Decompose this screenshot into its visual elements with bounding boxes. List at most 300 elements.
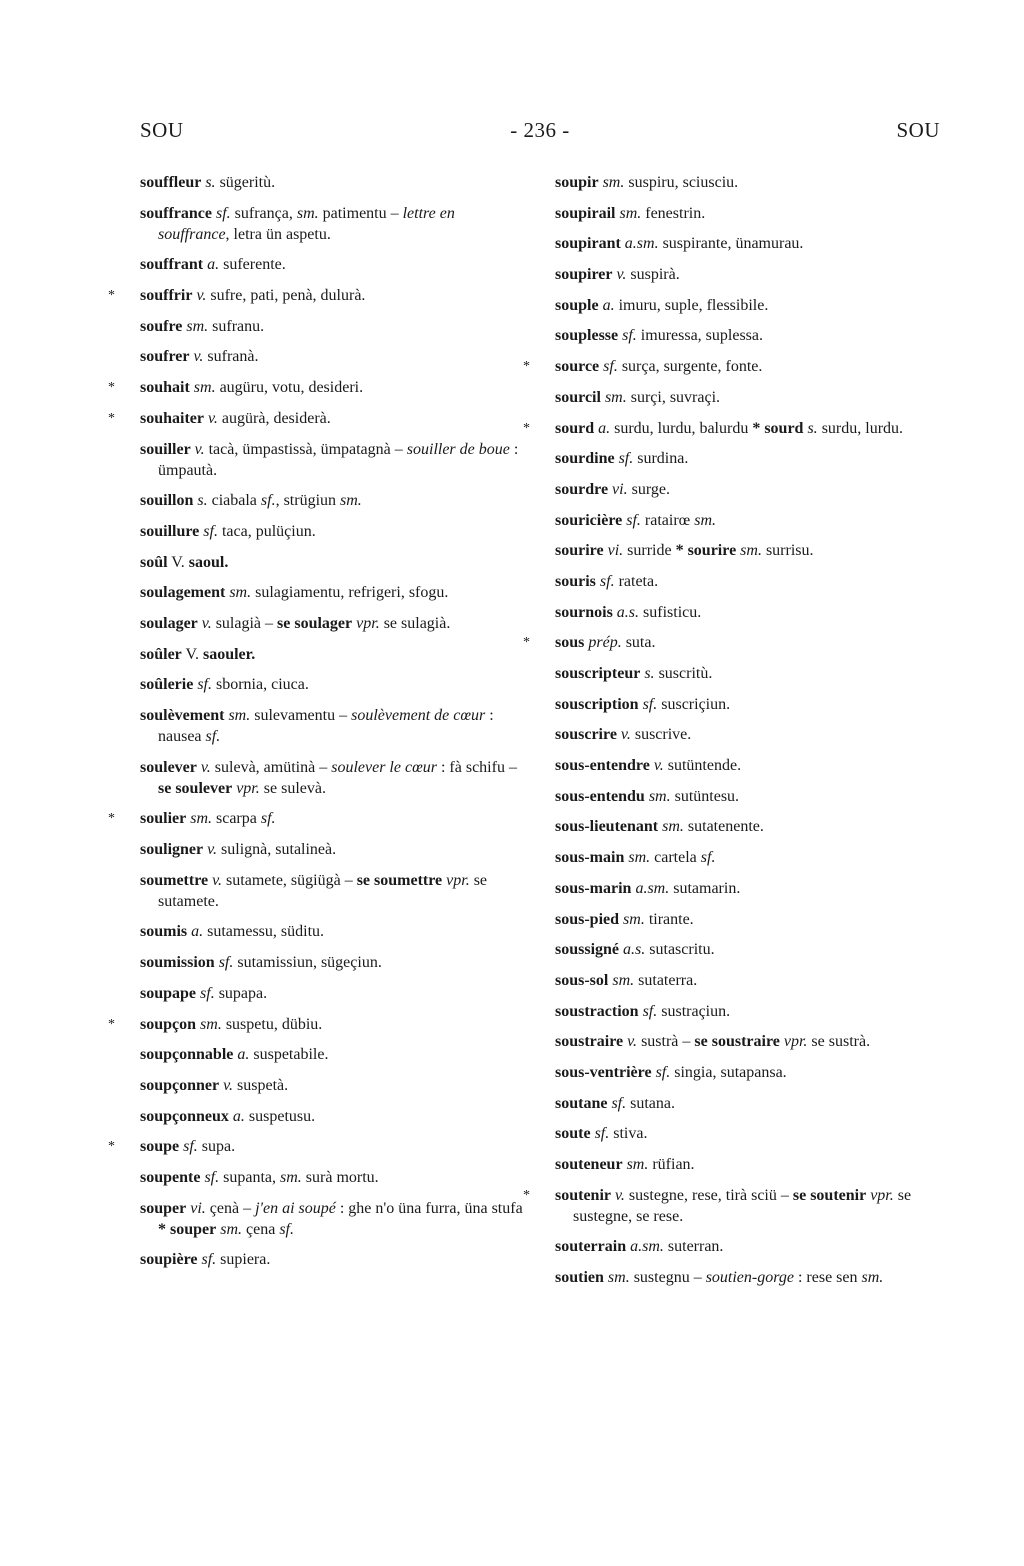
grammar-label: v. (197, 614, 216, 632)
translation: çenà – (209, 1199, 256, 1217)
translation: , letra ün aspetu. (225, 225, 331, 243)
translation: surça, surgente, fonte. (621, 358, 763, 376)
headword: sous-lieutenant (555, 818, 659, 836)
headword: soufrer (140, 348, 190, 366)
grammar-label: sf. (179, 1138, 202, 1156)
headword: soupçonnable (140, 1046, 234, 1064)
dictionary-entry (108, 408, 530, 429)
grammar-label: v. (192, 287, 211, 305)
headword: soulier (140, 810, 187, 828)
grammar-label: soulèvement de cœur (351, 707, 486, 724)
translation: rüfian. (652, 1156, 695, 1173)
translation: supa. (201, 1138, 236, 1156)
dictionary-entry (555, 387, 945, 408)
headword: souligner (140, 841, 204, 859)
headword: souplesse (555, 327, 619, 345)
translation: suscriçiun. (661, 695, 731, 713)
grammar-label: sf. (614, 450, 638, 468)
translation: suterran. (667, 1238, 724, 1256)
dictionary-entry (523, 632, 945, 653)
translation: surçi, suvraçi. (630, 388, 721, 406)
grammar-label: lettre en souffrance (158, 204, 455, 243)
translation: surrisu. (765, 542, 814, 560)
dictionary-entry (555, 479, 945, 500)
grammar-label: vpr. (232, 779, 264, 797)
headword: soumettre (140, 871, 209, 889)
headword: souillon (140, 492, 194, 510)
grammar-label: s. (803, 419, 822, 437)
grammar-label: sf. (196, 984, 219, 1002)
grammar-label: v. (189, 348, 208, 366)
translation: sutüntende. (667, 757, 742, 775)
asterisk-marker-icon: * (108, 1016, 115, 1032)
grammar-label: a. (598, 296, 619, 314)
headword: se soutenir (792, 1186, 867, 1204)
dictionary-entry (140, 1198, 530, 1240)
translation: cartela (654, 849, 701, 867)
grammar-label: sm. (280, 1168, 306, 1186)
translation: taca, pulüçiun. (221, 522, 316, 540)
grammar-label: sm. (608, 971, 639, 989)
grammar-label: sm. (216, 1220, 247, 1238)
translation: sutüntesu. (674, 787, 740, 805)
translation: sufrança, (234, 204, 297, 222)
translation: singia, sutapansa. (674, 1063, 787, 1081)
headword: sous-entendre (555, 757, 650, 775)
grammar-label: j'en ai soupé (255, 1199, 336, 1217)
grammar-label: sf. (199, 522, 222, 540)
dictionary-entry (140, 1106, 530, 1127)
translation: sutamissiun, sügeçiun. (237, 954, 382, 972)
translation: se sustegne, se rese. (573, 1186, 912, 1225)
grammar-label: sm. (182, 317, 213, 335)
translation: sutamarin. (673, 879, 741, 897)
translation: suta. (625, 634, 656, 652)
grammar-label: a. (187, 923, 208, 941)
headword: sous (555, 634, 585, 652)
translation: se sulevà. (263, 779, 326, 797)
translation: : rese sen (793, 1269, 862, 1287)
dictionary-entry (555, 1267, 945, 1288)
headword: souillure (140, 522, 200, 540)
translation: se sustrà. (811, 1033, 871, 1051)
headword: soumission (140, 954, 215, 972)
grammar-label: sm. (196, 1015, 226, 1033)
headword: soutane (555, 1094, 608, 1112)
headword: soulèvement (140, 707, 225, 724)
dictionary-entry (555, 264, 945, 285)
grammar-label: sf. (700, 849, 716, 867)
dictionary-entry (555, 325, 945, 346)
translation: sutaterra. (638, 971, 698, 989)
headword: soute (555, 1125, 591, 1143)
dictionary-entry (555, 970, 945, 991)
grammar-label: souiller de boue (406, 440, 510, 458)
headword: * souper (158, 1220, 217, 1238)
translation: sustegnu – (633, 1269, 706, 1287)
grammar-label: sf. (622, 511, 645, 529)
translation: rateta. (618, 572, 659, 590)
headword: sous-main (555, 849, 625, 867)
headword: saouler. (202, 645, 256, 663)
grammar-label: a.s. (619, 941, 650, 959)
grammar-label: soutien-gorge (705, 1269, 794, 1287)
grammar-label: v. (612, 266, 631, 284)
headword: sous-ventrière (555, 1063, 652, 1081)
dictionary-entry (555, 1236, 945, 1257)
grammar-label: sf. (638, 695, 662, 713)
grammar-label: sm. (189, 379, 220, 397)
headword: source (555, 358, 600, 376)
dictionary-entry (555, 448, 945, 469)
dictionary-entry (555, 540, 945, 561)
dictionary-entry (108, 377, 530, 398)
headword: sous-marin (555, 879, 632, 897)
headword: soûler (140, 645, 182, 663)
grammar-label: sm. (598, 174, 629, 191)
dictionary-entry (140, 839, 530, 860)
grammar-label: s. (640, 665, 659, 682)
asterisk-marker-icon: * (108, 380, 115, 396)
dictionary-entry (555, 1093, 945, 1114)
grammar-label: vpr. (442, 871, 474, 889)
headword: sourdine (555, 450, 615, 468)
grammar-label: sf. (599, 358, 622, 376)
dictionary-entry (140, 521, 530, 542)
translation: sutana. (630, 1094, 675, 1112)
headword: souscripteur (555, 665, 641, 682)
translation: suspetabile. (253, 1046, 329, 1064)
dictionary-entry (140, 552, 530, 573)
headword: soupçonneux (140, 1107, 229, 1125)
asterisk-marker-icon: * (523, 635, 530, 651)
translation: sufisticu. (643, 603, 702, 621)
grammar-label: vpr. (866, 1186, 898, 1204)
headword: soustraire (555, 1033, 624, 1051)
headword: soufre (140, 317, 183, 335)
headword: sous-entendu (555, 787, 645, 805)
headword: soupçonner (140, 1076, 220, 1094)
dictionary-entry (140, 172, 530, 193)
grammar-label: sm. (624, 849, 655, 867)
grammar-label: v. (649, 757, 668, 775)
dictionary-entry (140, 757, 530, 799)
translation: , strügiun (275, 492, 341, 510)
dictionary-entry (555, 1123, 945, 1144)
grammar-label: s. (193, 492, 212, 510)
dictionary-entry (555, 233, 945, 254)
asterisk-marker-icon: * (108, 1139, 115, 1155)
translation: : ümpautà. (158, 440, 519, 479)
headword: sous-pied (555, 910, 620, 928)
translation: V. (181, 645, 203, 663)
headword: sourdre (555, 480, 609, 498)
headword: souhaiter (140, 409, 204, 427)
header-right-guide-word: SOU (896, 118, 940, 142)
grammar-label: sm. (224, 707, 255, 724)
page-number: - 236 - (510, 118, 570, 142)
grammar-label: s. (201, 174, 220, 191)
translation: suspetusu. (248, 1107, 316, 1125)
dictionary-entry (555, 663, 945, 684)
grammar-label: sm. (736, 542, 766, 560)
grammar-label: a. (228, 1107, 249, 1125)
dictionary-entry (108, 285, 530, 306)
headword: souscrire (555, 726, 617, 744)
grammar-label: sm. (615, 204, 646, 222)
translation: : fà schifu – (436, 758, 517, 776)
headword: souffrir (140, 287, 193, 305)
translation: çena (246, 1220, 280, 1238)
headword: souper (140, 1199, 187, 1217)
grammar-label: v. (196, 758, 215, 776)
headword: soûl (140, 553, 168, 571)
translation: suspetu, dübiu. (225, 1015, 323, 1033)
headword: souteneur (555, 1156, 623, 1173)
grammar-label: a.sm. (626, 1238, 668, 1256)
dictionary-entry (555, 1031, 945, 1052)
dictionary-entry (555, 1154, 945, 1175)
asterisk-marker-icon: * (523, 420, 530, 436)
translation: sutamessu, süditu. (207, 923, 325, 941)
translation: ciabala (211, 492, 261, 510)
translation: surà mortu. (305, 1168, 379, 1186)
dictionary-entry (555, 602, 945, 623)
headword: soupirail (555, 204, 616, 222)
dictionary-entry (108, 1014, 530, 1035)
translation: augüru, votu, desideri. (219, 379, 364, 397)
dictionary-entry (555, 1062, 945, 1083)
grammar-label: a.sm. (631, 879, 674, 897)
grammar-label: sm. (658, 818, 688, 836)
grammar-label: sf. (211, 204, 235, 222)
translation: surge. (631, 480, 670, 498)
headword: souris (555, 572, 596, 590)
translation: scarpa (216, 810, 261, 828)
translation: suscrive. (634, 726, 692, 744)
translation: patimentu – (322, 204, 403, 222)
dictionary-entry (555, 939, 945, 960)
asterisk-marker-icon: * (108, 811, 115, 827)
dictionary-entry (555, 203, 945, 224)
grammar-label: sf. (638, 1002, 662, 1020)
translation: augürà, desiderà. (221, 409, 331, 427)
grammar-label: vi. (186, 1199, 210, 1217)
grammar-label: v. (203, 841, 222, 859)
grammar-label: sf. (260, 492, 276, 510)
translation: tirante. (648, 910, 694, 928)
headword: souffrance (140, 204, 212, 222)
translation: sustrà – (641, 1033, 695, 1051)
headword: * sourire (675, 542, 737, 560)
grammar-label: sf. (197, 1251, 221, 1269)
grammar-label: soulever le cœur (331, 758, 437, 776)
asterisk-marker-icon: * (108, 410, 115, 426)
translation: surdu, lurdu, balurdu (614, 419, 753, 437)
dictionary-entry (140, 1249, 530, 1270)
translation: suspirà. (630, 266, 680, 284)
headword: * sourd (752, 419, 804, 437)
grammar-label: v. (208, 871, 227, 889)
headword: souffrant (140, 256, 204, 274)
dictionary-entry (140, 1167, 530, 1188)
header-left-guide-word: SOU (140, 118, 184, 142)
dictionary-entry (108, 1136, 530, 1157)
dictionary-entry (555, 571, 945, 592)
dictionary-entry (555, 816, 945, 837)
headword: soustraction (555, 1002, 639, 1020)
dictionary-entry (140, 983, 530, 1004)
translation: supanta, (223, 1168, 280, 1186)
grammar-label: a. (203, 256, 224, 274)
grammar-label: sm. (619, 910, 649, 928)
dictionary-entry (140, 490, 530, 511)
headword: souricière (555, 511, 623, 529)
translation: imuressa, suplessa. (640, 327, 763, 345)
dictionary-entry (140, 674, 530, 695)
headword: soulager (140, 614, 198, 632)
dictionary-entry (555, 172, 945, 193)
dictionary-entry (140, 705, 530, 747)
dictionary-entry (140, 921, 530, 942)
headword: soupirant (555, 235, 621, 253)
grammar-label: sm. (861, 1269, 884, 1287)
headword: souffleur (140, 174, 202, 191)
grammar-label: sm. (644, 787, 675, 805)
headword: soutenir (555, 1186, 611, 1204)
translation: surride (627, 542, 676, 560)
right-column (523, 172, 945, 1298)
grammar-label: a. (233, 1046, 254, 1064)
dictionary-entry (555, 694, 945, 715)
headword: soupape (140, 984, 197, 1002)
grammar-label: a. (594, 419, 615, 437)
headword: sourire (555, 542, 604, 560)
headword: soulagement (140, 584, 226, 602)
translation: sügeritù. (219, 174, 276, 191)
grammar-label: sf. (590, 1125, 614, 1143)
grammar-label: sm. (186, 810, 216, 828)
translation: suspiru, sciusciu. (628, 174, 739, 191)
grammar-label: sm. (603, 1269, 634, 1287)
translation: sufre, pati, penà, dulurà. (210, 287, 366, 305)
dictionary-entry (140, 203, 530, 245)
dictionary-entry (523, 1185, 945, 1227)
translation: supapa. (218, 984, 268, 1002)
translation: sulevamentu – (254, 707, 352, 724)
dictionary-entry (140, 254, 530, 275)
grammar-label: sf. (205, 728, 221, 745)
translation: surdina. (637, 450, 689, 468)
headword: souhait (140, 379, 190, 397)
grammar-label: sf. (618, 327, 641, 345)
translation: imuru, suple, flessibile. (618, 296, 769, 314)
headword: soussigné (555, 941, 620, 959)
translation: suscritù. (658, 665, 713, 682)
translation: se sutamete. (158, 871, 488, 910)
translation: fenestrin. (645, 204, 706, 222)
asterisk-marker-icon: * (108, 288, 115, 304)
grammar-label: a.sm. (620, 235, 663, 253)
dictionary-entry (555, 1001, 945, 1022)
grammar-label: sf. (260, 810, 276, 828)
translation: tacà, ümpastissà, ümpatagnà – (208, 440, 407, 458)
headword: soupe (140, 1138, 180, 1156)
asterisk-marker-icon: * (523, 359, 530, 375)
translation: sbornia, ciuca. (216, 676, 309, 694)
headword: soupirer (555, 266, 613, 284)
translation: sulignà, sutalineà. (221, 841, 337, 859)
headword: soupçon (140, 1015, 197, 1033)
headword: soupente (140, 1168, 201, 1186)
grammar-label: sf. (214, 954, 238, 972)
grammar-label: vpr. (352, 614, 384, 632)
dictionary-entry (108, 808, 530, 829)
grammar-label: v. (623, 1033, 642, 1051)
dictionary-entry (555, 878, 945, 899)
grammar-label: sf. (279, 1220, 294, 1238)
grammar-label: sm. (694, 511, 716, 529)
dictionary-entry (555, 510, 945, 531)
dictionary-entry (555, 755, 945, 776)
dictionary-entry (555, 847, 945, 868)
grammar-label: sf. (651, 1063, 675, 1081)
grammar-label: sf. (607, 1094, 631, 1112)
grammar-label: prép. (584, 634, 626, 652)
translation: sutascritu. (649, 941, 715, 959)
headword: soumis (140, 923, 188, 941)
dictionary-entry (140, 870, 530, 912)
grammar-label: a.s. (612, 603, 644, 621)
grammar-label: sf. (193, 676, 216, 694)
headword: soulever (140, 758, 197, 776)
dictionary-entry (555, 786, 945, 807)
dictionary-entry (140, 644, 530, 665)
headword: se soulever (158, 779, 233, 797)
dictionary-entry (523, 356, 945, 377)
headword: souscription (555, 695, 639, 713)
grammar-label: sm. (622, 1156, 653, 1173)
translation: sulevà, amütinà – (214, 758, 332, 776)
dictionary-entry (523, 418, 945, 439)
translation: sustraçiun. (661, 1002, 731, 1020)
dictionary-entry (140, 952, 530, 973)
grammar-label: sm. (600, 388, 631, 406)
grammar-label: sm. (225, 584, 256, 602)
dictionary-entry (140, 439, 530, 481)
grammar-label: vi. (608, 480, 632, 498)
grammar-label: sm. (296, 204, 323, 222)
headword: se soustraire (694, 1033, 780, 1051)
headword: sourcil (555, 388, 601, 406)
translation: suspirante, ünamurau. (662, 235, 804, 253)
headword: saoul. (188, 553, 229, 571)
headword: souiller (140, 440, 191, 458)
grammar-label: v. (616, 726, 635, 744)
translation: stiva. (613, 1125, 648, 1143)
grammar-label: v. (204, 409, 222, 427)
translation: : nausea (158, 707, 494, 745)
translation: surdu, lurdu. (821, 419, 904, 437)
translation: suferente. (223, 256, 286, 274)
translation: V. (167, 553, 189, 571)
dictionary-entry (140, 346, 530, 367)
dictionary-entry (140, 316, 530, 337)
grammar-label: sf. (595, 572, 619, 590)
headword: souple (555, 296, 599, 314)
dictionary-entry (140, 1075, 530, 1096)
translation: sutamete, sügiügà – (226, 871, 357, 889)
